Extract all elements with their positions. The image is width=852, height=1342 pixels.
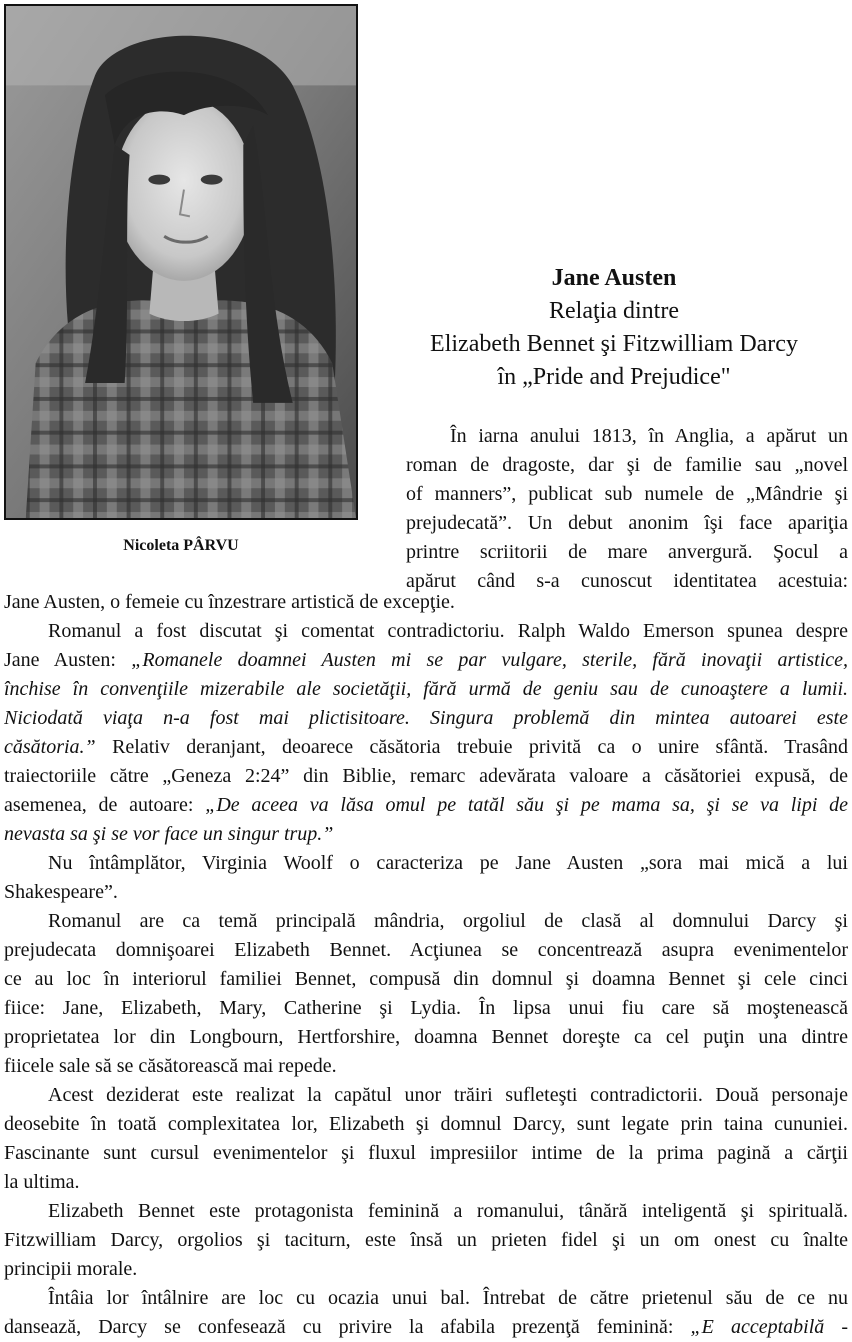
body-line: Întâia lor întâlnire are loc cu ocazia unui bal. Întrebat de către prietenul său de ce nu: [48, 1287, 848, 1309]
body-text: asemenea, de autoare:: [4, 794, 206, 816]
body-line: [4, 1313, 848, 1342]
emerson-quote-line: închise în convenţiile mizerabile ale societăţii, fără urmă de geniu sau de cunoaştere a lumii.: [4, 678, 848, 700]
body-line: Elizabeth Bennet este protagonista feminină a romanului, tânără inteligentă şi spirituală.: [48, 1200, 848, 1222]
title-line-2: Elizabeth Bennet şi Fitzwilliam Darcy: [430, 331, 798, 357]
intro-line: of manners”, publicat sub numele de „Mândrie şi: [406, 483, 848, 505]
body-line: Jane Austen, o femeie cu înzestrare artistică de excepţie.: [4, 591, 455, 613]
body-line: [4, 646, 848, 675]
body-text: Relativ deranjant, deoarece căsătoria trebuie privită ca o unire sfântă. Trasând: [95, 736, 848, 758]
body-line: Fitzwilliam Darcy, orgolios şi taciturn, este însă un prieten fidel şi un om onest cu înalte: [4, 1229, 848, 1251]
body-text: dansează, Darcy se confesează cu privire la afabila prezenţă feminină:: [4, 1316, 691, 1338]
genesis-quote: „De aceea va lăsa omul pe tatăl său şi pe mama sa, şi se va lipi de: [205, 794, 848, 816]
body-line: proprietatea lor din Longbourn, Hertforshire, doamna Bennet doreşte ca cel puţin una dintre: [4, 1026, 848, 1048]
intro-line: roman de dragoste, dar şi de familie sau „novel: [406, 454, 848, 476]
title-author: Jane Austen: [551, 265, 677, 291]
genesis-quote-line: nevasta sa şi se vor face un singur trup.”: [4, 823, 334, 845]
title-line-1: Relaţia dintre: [549, 298, 679, 324]
body-line: Acest deziderat este realizat la capătul unor trăiri sufleteşti contradictorii. Două personaje: [48, 1084, 848, 1106]
body-line: principii morale.: [4, 1258, 138, 1280]
intro-line: În iarna anului 1813, în Anglia, a apărut un: [450, 425, 848, 447]
body-line: traiectoriile către „Geneza 2:24” din Biblie, remarc adevărata valoare a căsătoriei expusă, de: [4, 765, 848, 787]
title-line-3: în „Pride and Prejudice": [497, 364, 731, 390]
body-line: prejudecata domnişoarei Elizabeth Bennet. Acţiunea se concentrează asupra evenimentelor: [4, 939, 848, 961]
body-line: Nu întâmplător, Virginia Woolf o caracteriza pe Jane Austen „sora mai mică a lui: [48, 852, 848, 874]
body-line: Romanul are ca temă principală mândria, orgoliul de clasă al domnului Darcy şi: [48, 910, 848, 932]
darcy-quote: „E acceptabilă -: [690, 1316, 848, 1338]
body-line: ce au loc în interiorul familiei Bennet, compusă din domnul şi doamna Bennet şi cele cinci: [4, 968, 848, 990]
body-line: fiice: Jane, Elizabeth, Mary, Catherine şi Lydia. În lipsa unui fiu care să moştenească: [4, 997, 848, 1019]
emerson-quote: căsătoria.”: [4, 736, 96, 758]
intro-paragraph: [406, 422, 848, 596]
body-line: [4, 791, 848, 820]
body-line: Fascinante sunt cursul evenimentelor şi fluxul impresiilor intime de la prima pagină a cărţii: [4, 1142, 848, 1164]
article-body: [4, 588, 848, 1342]
article-title: [386, 262, 842, 394]
emerson-quote: „Romanele doamnei Austen mi se par vulgare, sterile, fără inovaţii artistice,: [131, 649, 848, 671]
body-line: fiicele sale să se căsătorească mai repede.: [4, 1055, 337, 1077]
author-photo: [4, 4, 358, 520]
body-line: [4, 733, 848, 762]
body-line: deosebite în toată complexitatea lor, Elizabeth şi domnul Darcy, sunt legate prin taina cununiei.: [4, 1113, 848, 1135]
body-text: Jane Austen:: [4, 649, 132, 671]
portrait-image: [6, 6, 356, 518]
intro-line: printre scriitorii de mare anvergură. Şocul a: [406, 541, 848, 563]
body-line: la ultima.: [4, 1171, 80, 1193]
intro-line: apărut când s-a cunoscut identitatea acestuia:: [406, 570, 848, 592]
body-line: Shakespeare”.: [4, 881, 118, 903]
photo-caption: Nicoleta PÂRVU: [123, 537, 239, 554]
intro-line: prejudecată”. Un debut anonim îşi face apariţia: [406, 512, 848, 534]
body-line: Romanul a fost discutat şi comentat contradictoriu. Ralph Waldo Emerson spunea despre: [48, 620, 848, 642]
emerson-quote-line: Niciodată viaţa n-a fost mai plictisitoare. Singura problemă din mintea autoarei este: [4, 707, 848, 729]
